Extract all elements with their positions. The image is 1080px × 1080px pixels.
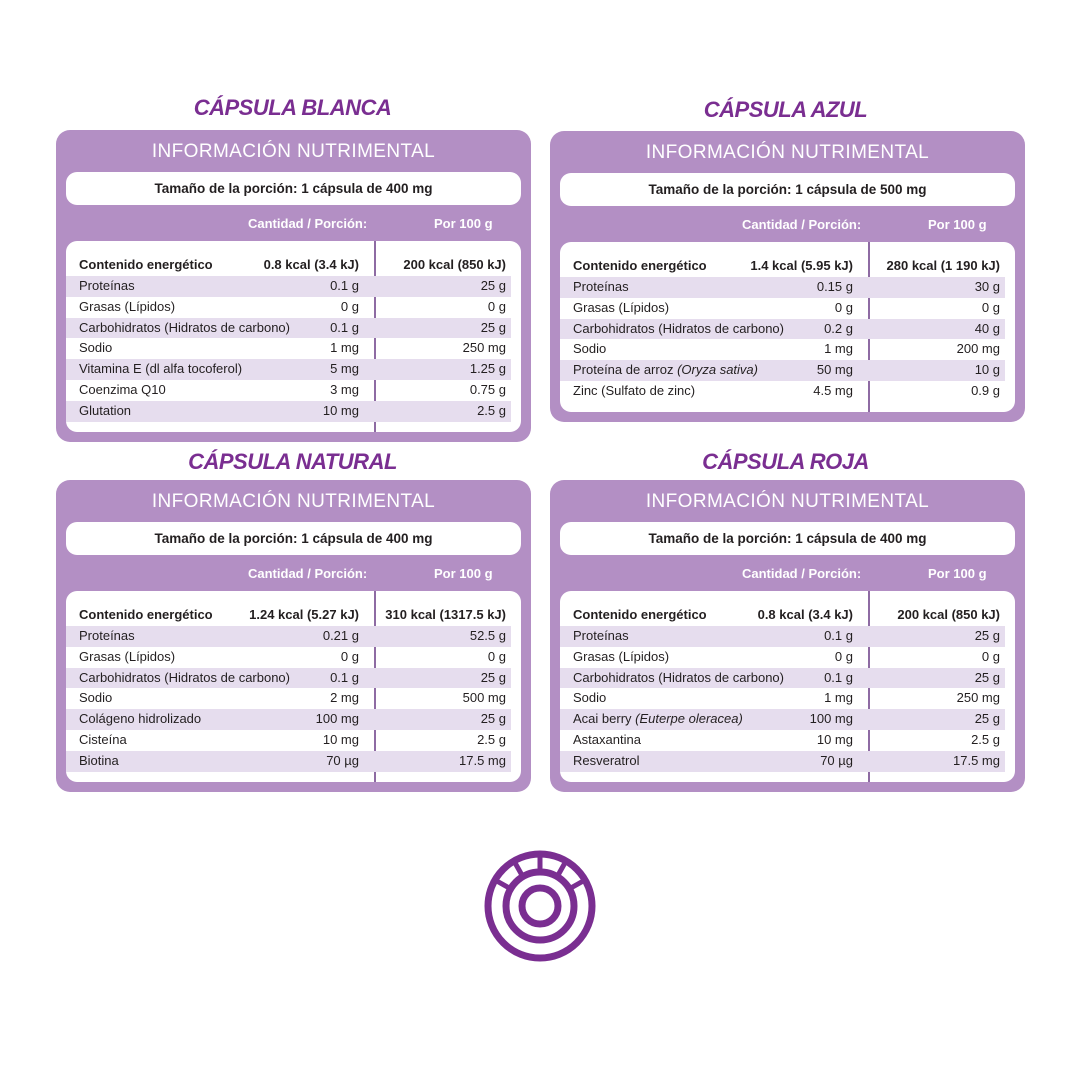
card-header: INFORMACIÓN NUTRIMENTAL bbox=[151, 491, 436, 512]
nutrient-per100: 17.5 mg bbox=[459, 752, 506, 768]
nutrient-amount: 10 mg bbox=[322, 402, 359, 418]
serving-size: Tamaño de la porción: 1 cápsula de 400 mg bbox=[66, 522, 521, 555]
nutrient-row bbox=[560, 668, 1005, 689]
nutrient-amount: 0.1 g bbox=[330, 278, 359, 293]
nutrient-amount: 100 mg bbox=[809, 711, 853, 727]
nutrient-amount: 0.1 g bbox=[330, 319, 359, 335]
col-per100-header: Por 100 g bbox=[928, 217, 987, 232]
nutrient-per100: 200 kcal (850 kJ) bbox=[897, 607, 1000, 622]
card-title-azul: CÁPSULA AZUL bbox=[703, 97, 868, 122]
nutrient-amount: 10 mg bbox=[816, 731, 853, 747]
nutrient-row bbox=[66, 668, 511, 689]
nutrient-label: Sodio bbox=[79, 690, 113, 706]
nutrient-per100: 0 g bbox=[487, 298, 506, 314]
col-amount-header: Cantidad / Porción: bbox=[248, 566, 368, 581]
card-title-roja: CÁPSULA ROJA bbox=[702, 449, 869, 474]
nutrient-row bbox=[560, 277, 1005, 298]
nutrition-card-natural bbox=[56, 480, 531, 792]
nutrient-row bbox=[66, 297, 521, 318]
nutrient-label: Grasas (Lípidos) bbox=[79, 648, 176, 664]
col-amount-header: Cantidad / Porción: bbox=[742, 566, 862, 581]
nutrient-label: Proteína de arroz bbox=[573, 362, 674, 378]
nutrient-amount: 0 g bbox=[340, 648, 359, 664]
nutrient-label: Sodio bbox=[573, 341, 607, 357]
nutrient-label: Carbohidratos (Hidratos de carbono) bbox=[573, 320, 784, 336]
column-headers bbox=[56, 555, 531, 591]
nutrient-row bbox=[66, 751, 511, 772]
nutrient-amount: 0.21 g bbox=[322, 628, 359, 643]
nutrient-label: Cisteína bbox=[79, 731, 127, 747]
nutrient-per100: 0.9 g bbox=[971, 382, 1000, 398]
nutrient-per100: 30 g bbox=[974, 279, 1000, 294]
nutrient-amount: 70 µg bbox=[820, 752, 853, 768]
nutrient-row bbox=[66, 688, 521, 709]
nutrient-row bbox=[66, 603, 521, 626]
nutrient-label: Zinc (Sulfato de zinc) bbox=[573, 382, 696, 398]
nutrient-per100: 10 g bbox=[974, 362, 1000, 378]
nutrient-row bbox=[66, 276, 511, 297]
card-title-blanca: CÁPSULA BLANCA bbox=[193, 95, 392, 120]
nutrient-row bbox=[560, 603, 1015, 626]
nutrient-amount: 0 g bbox=[834, 648, 853, 664]
nutrition-card-roja bbox=[550, 480, 1025, 792]
nutrient-row bbox=[66, 253, 521, 276]
nutrient-label: Sodio bbox=[573, 690, 607, 706]
nutrient-per100: 2.5 g bbox=[477, 402, 506, 418]
nutrient-row bbox=[560, 730, 1015, 751]
nutrient-row bbox=[66, 730, 521, 751]
concentric-circle-logo-icon bbox=[484, 850, 596, 962]
nutrient-row bbox=[560, 709, 1005, 730]
col-amount-header: Cantidad / Porción: bbox=[248, 216, 368, 231]
column-headers bbox=[56, 205, 531, 241]
nutrient-amount: 0.15 g bbox=[816, 279, 853, 294]
nutrient-row bbox=[66, 338, 521, 359]
nutrient-amount: 0.2 g bbox=[824, 320, 853, 336]
nutrient-per100: 500 mg bbox=[462, 690, 506, 706]
nutrient-amount: 0.1 g bbox=[824, 628, 853, 643]
nutrient-label: Carbohidratos (Hidratos de carbono) bbox=[573, 669, 784, 685]
nutrient-row bbox=[560, 751, 1005, 772]
col-per100-header: Por 100 g bbox=[928, 566, 987, 581]
nutrient-per100: 0 g bbox=[981, 648, 1000, 664]
nutrient-row bbox=[66, 626, 511, 647]
nutrient-amount: 1.24 kcal (5.27 kJ) bbox=[249, 607, 359, 622]
nutrient-label: Grasas (Lípidos) bbox=[573, 648, 670, 664]
nutrient-amount: 10 mg bbox=[322, 731, 359, 747]
nutrient-row bbox=[560, 254, 1015, 277]
nutrient-row bbox=[66, 401, 511, 422]
nutrient-per100: 2.5 g bbox=[477, 731, 506, 747]
serving-size: Tamaño de la porción: 1 cápsula de 400 mg bbox=[560, 522, 1015, 555]
serving-size: Tamaño de la porción: 1 cápsula de 500 mg bbox=[560, 173, 1015, 206]
nutrient-label: Contenido energético bbox=[573, 607, 707, 622]
nutrition-table bbox=[560, 242, 1015, 412]
nutrient-label: Coenzima Q10 bbox=[79, 381, 166, 397]
nutrient-per100: 250 mg bbox=[462, 340, 506, 356]
nutrient-amount: 5 mg bbox=[330, 361, 359, 377]
nutrient-label: Contenido energético bbox=[573, 258, 707, 273]
nutrition-card-azul bbox=[550, 131, 1025, 422]
column-headers bbox=[550, 555, 1025, 591]
nutrient-label: Carbohidratos (Hidratos de carbono) bbox=[79, 319, 290, 335]
nutrient-row bbox=[66, 359, 511, 380]
nutrient-per100: 280 kcal (1 190 kJ) bbox=[886, 258, 1000, 273]
nutrition-card-blanca bbox=[56, 130, 531, 442]
nutrient-scientific-name: (Euterpe oleracea) bbox=[635, 711, 743, 727]
nutrient-amount: 0.8 kcal (3.4 kJ) bbox=[263, 257, 359, 272]
nutrient-label: Grasas (Lípidos) bbox=[573, 299, 670, 315]
nutrient-amount: 1 mg bbox=[824, 690, 853, 706]
nutrient-label: Colágeno hidrolizado bbox=[79, 711, 202, 727]
serving-size: Tamaño de la porción: 1 cápsula de 400 mg bbox=[66, 172, 521, 205]
nutrient-amount: 70 µg bbox=[326, 752, 359, 768]
nutrient-per100: 310 kcal (1317.5 kJ) bbox=[385, 607, 506, 622]
nutrient-row bbox=[66, 318, 511, 339]
nutrient-label: Proteínas bbox=[573, 628, 629, 643]
nutrient-label: Carbohidratos (Hidratos de carbono) bbox=[79, 669, 290, 685]
nutrient-per100: 0 g bbox=[981, 299, 1000, 315]
nutrient-per100: 25 g bbox=[974, 669, 1000, 685]
nutrient-label: Proteínas bbox=[79, 628, 135, 643]
card-header: INFORMACIÓN NUTRIMENTAL bbox=[645, 491, 930, 512]
nutrient-label: Acai berry bbox=[573, 711, 632, 727]
nutrient-row bbox=[560, 647, 1015, 668]
nutrient-amount: 0.1 g bbox=[330, 669, 359, 685]
nutrient-amount: 1 mg bbox=[330, 340, 359, 356]
nutrient-row bbox=[560, 319, 1005, 340]
nutrient-per100: 25 g bbox=[974, 628, 1000, 643]
nutrient-row bbox=[66, 647, 521, 668]
col-per100-header: Por 100 g bbox=[434, 216, 493, 231]
nutrient-per100: 2.5 g bbox=[971, 731, 1000, 747]
nutrient-label: Astaxantina bbox=[573, 731, 641, 747]
card-header: INFORMACIÓN NUTRIMENTAL bbox=[151, 141, 436, 162]
nutrient-scientific-name: (Oryza sativa) bbox=[677, 362, 758, 378]
nutrient-per100: 250 mg bbox=[956, 690, 1000, 706]
nutrient-per100: 52.5 g bbox=[469, 628, 506, 643]
nutrient-label: Proteínas bbox=[573, 279, 629, 294]
nutrient-row bbox=[66, 709, 511, 730]
card-title-natural: CÁPSULA NATURAL bbox=[188, 449, 397, 474]
nutrient-per100: 25 g bbox=[480, 711, 506, 727]
nutrient-per100: 200 kcal (850 kJ) bbox=[403, 257, 506, 272]
nutrient-amount: 4.5 mg bbox=[813, 382, 853, 398]
nutrient-per100: 40 g bbox=[974, 320, 1000, 336]
nutrient-amount: 0.8 kcal (3.4 kJ) bbox=[757, 607, 853, 622]
nutrient-row bbox=[560, 626, 1005, 647]
nutrient-row bbox=[560, 688, 1015, 709]
nutrient-per100: 200 mg bbox=[956, 341, 1000, 357]
nutrient-per100: 25 g bbox=[480, 669, 506, 685]
column-headers bbox=[550, 206, 1025, 242]
nutrient-amount: 1 mg bbox=[824, 341, 853, 357]
nutrient-row bbox=[560, 298, 1015, 319]
nutrient-per100: 25 g bbox=[480, 319, 506, 335]
nutrient-label: Contenido energético bbox=[79, 257, 213, 272]
nutrient-label: Vitamina E (dl alfa tocoferol) bbox=[79, 361, 243, 377]
nutrient-row bbox=[560, 360, 1005, 381]
nutrient-per100: 1.25 g bbox=[469, 361, 506, 377]
nutrient-per100: 17.5 mg bbox=[953, 752, 1000, 768]
nutrient-amount: 2 mg bbox=[330, 690, 359, 706]
col-per100-header: Por 100 g bbox=[434, 566, 493, 581]
nutrient-label: Sodio bbox=[79, 340, 113, 356]
nutrition-table bbox=[66, 591, 521, 782]
nutrient-label: Resveratrol bbox=[573, 752, 640, 768]
nutrition-table bbox=[66, 241, 521, 432]
nutrient-amount: 100 mg bbox=[315, 711, 359, 727]
nutrient-amount: 0 g bbox=[340, 298, 359, 314]
nutrient-amount: 3 mg bbox=[330, 381, 359, 397]
nutrient-per100: 25 g bbox=[480, 278, 506, 293]
col-amount-header: Cantidad / Porción: bbox=[742, 217, 862, 232]
nutrient-amount: 0.1 g bbox=[824, 669, 853, 685]
nutrient-row bbox=[66, 380, 521, 401]
card-header: INFORMACIÓN NUTRIMENTAL bbox=[645, 142, 930, 163]
nutrient-per100: 0 g bbox=[487, 648, 506, 664]
nutrient-label: Proteínas bbox=[79, 278, 135, 293]
nutrient-label: Contenido energético bbox=[79, 607, 213, 622]
nutrition-table bbox=[560, 591, 1015, 782]
nutrient-amount: 0 g bbox=[834, 299, 853, 315]
nutrient-amount: 1.4 kcal (5.95 kJ) bbox=[750, 258, 853, 273]
nutrient-per100: 0.75 g bbox=[469, 381, 506, 397]
nutrient-label: Glutation bbox=[79, 402, 132, 418]
nutrient-amount: 50 mg bbox=[816, 362, 853, 378]
nutrient-label: Biotina bbox=[79, 752, 119, 768]
nutrient-row bbox=[560, 339, 1015, 360]
nutrient-per100: 25 g bbox=[974, 711, 1000, 727]
nutrient-label: Grasas (Lípidos) bbox=[79, 298, 176, 314]
nutrient-row bbox=[560, 381, 1015, 402]
